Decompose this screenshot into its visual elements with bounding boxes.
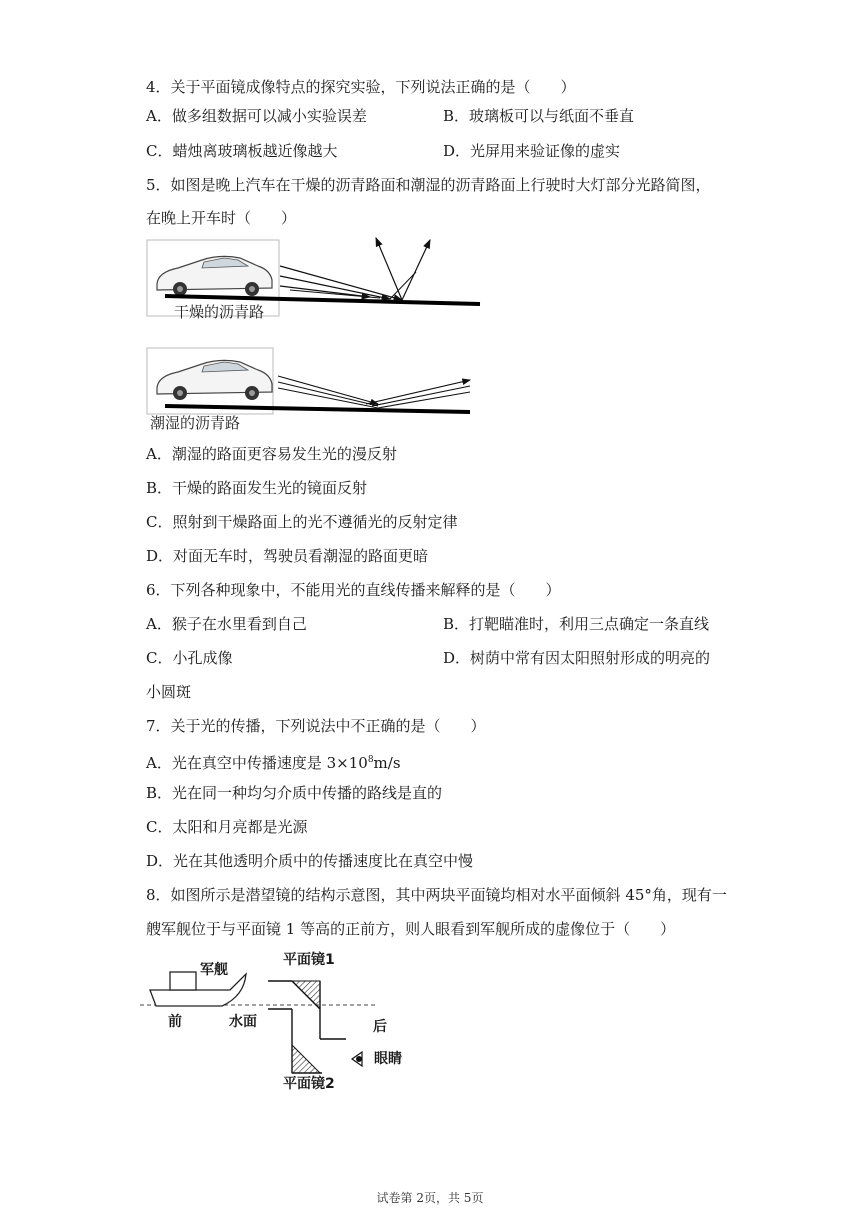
- mirror-1-label: 平面镜1: [283, 952, 335, 968]
- q6-option-c: C．小孔成像: [146, 649, 233, 667]
- page-footer: 试卷第 2页，共 5页: [376, 1191, 484, 1205]
- q6-option-a: A．猴子在水里看到自己: [146, 615, 307, 633]
- wet-road-label: 潮湿的沥青路: [150, 414, 241, 432]
- q5-option-c: C．照射到干燥路面上的光不遵循光的反射定律: [146, 513, 458, 531]
- warship-drawing: [150, 972, 246, 1006]
- q7-option-a: A．光在真空中传播速度是 $3\times 10^8m/s$: [146, 754, 401, 772]
- eye-icon: [352, 1052, 362, 1066]
- q4-option-c: C．蜡烛离玻璃板越近像越大: [146, 142, 338, 160]
- q4-option-d: D．光屏用来验证像的虚实: [443, 142, 621, 160]
- q5-stem-line1: 5．如图是晚上汽车在干燥的沥青路面和潮湿的沥青路面上行驶时大灯部分光路简图，: [146, 176, 711, 194]
- q7-option-d: D．光在其他透明介质中的传播速度比在真空中慢: [146, 852, 474, 870]
- q8-stem-line1: 8．如图所示是潜望镜的结构示意图，其中两块平面镜均相对水平面倾斜 45°角，现有一: [146, 886, 727, 904]
- q4-option-a: A．做多组数据可以减小实验误差: [146, 107, 367, 125]
- mirror-2-label: 平面镜2: [283, 1076, 335, 1092]
- q7-stem: 7．关于光的传播，下列说法中不正确的是（ ）: [146, 717, 486, 735]
- q6-option-b: B．打靶瞄准时，利用三点确定一条直线: [443, 615, 710, 633]
- mirror-2-drawing: [292, 1045, 320, 1073]
- water-surface-label: 水面: [229, 1014, 257, 1030]
- q7-option-c: C．太阳和月亮都是光源: [146, 818, 308, 836]
- q6-option-d: D．树荫中常有因太阳照射形成的明亮的: [443, 649, 711, 667]
- eye-label: 眼睛: [374, 1051, 402, 1067]
- warship-label: 军舰: [200, 962, 228, 978]
- q5-option-b: B．干燥的路面发生光的镜面反射: [146, 479, 368, 497]
- q5-option-d: D．对面无车时，驾驶员看潮湿的路面更暗: [146, 547, 429, 565]
- q4-stem: 4．关于平面镜成像特点的探究实验，下列说法正确的是（ ）: [146, 78, 576, 96]
- q7-option-b: B．光在同一种均匀介质中传播的路线是直的: [146, 784, 443, 802]
- q6-stem: 6．下列各种现象中，不能用光的直线传播来解释的是（ ）: [146, 581, 561, 599]
- front-label: 前: [168, 1014, 182, 1030]
- back-label: 后: [373, 1019, 387, 1035]
- q5-option-a: A．潮湿的路面更容易发生光的漫反射: [146, 445, 397, 463]
- q4-option-b: B．玻璃板可以与纸面不垂直: [443, 107, 635, 125]
- q6-option-d-continued: 小圆斑: [146, 683, 192, 701]
- q5-stem-line2: 在晚上开车时（ ）: [146, 209, 297, 227]
- q8-stem-line2: 艘军舰位于与平面镜 1 等高的正前方，则人眼看到军舰所成的虚像位于（ ）: [146, 920, 676, 938]
- dry-road-label: 干燥的沥青路: [174, 303, 265, 321]
- wet-road-figure: [140, 342, 490, 422]
